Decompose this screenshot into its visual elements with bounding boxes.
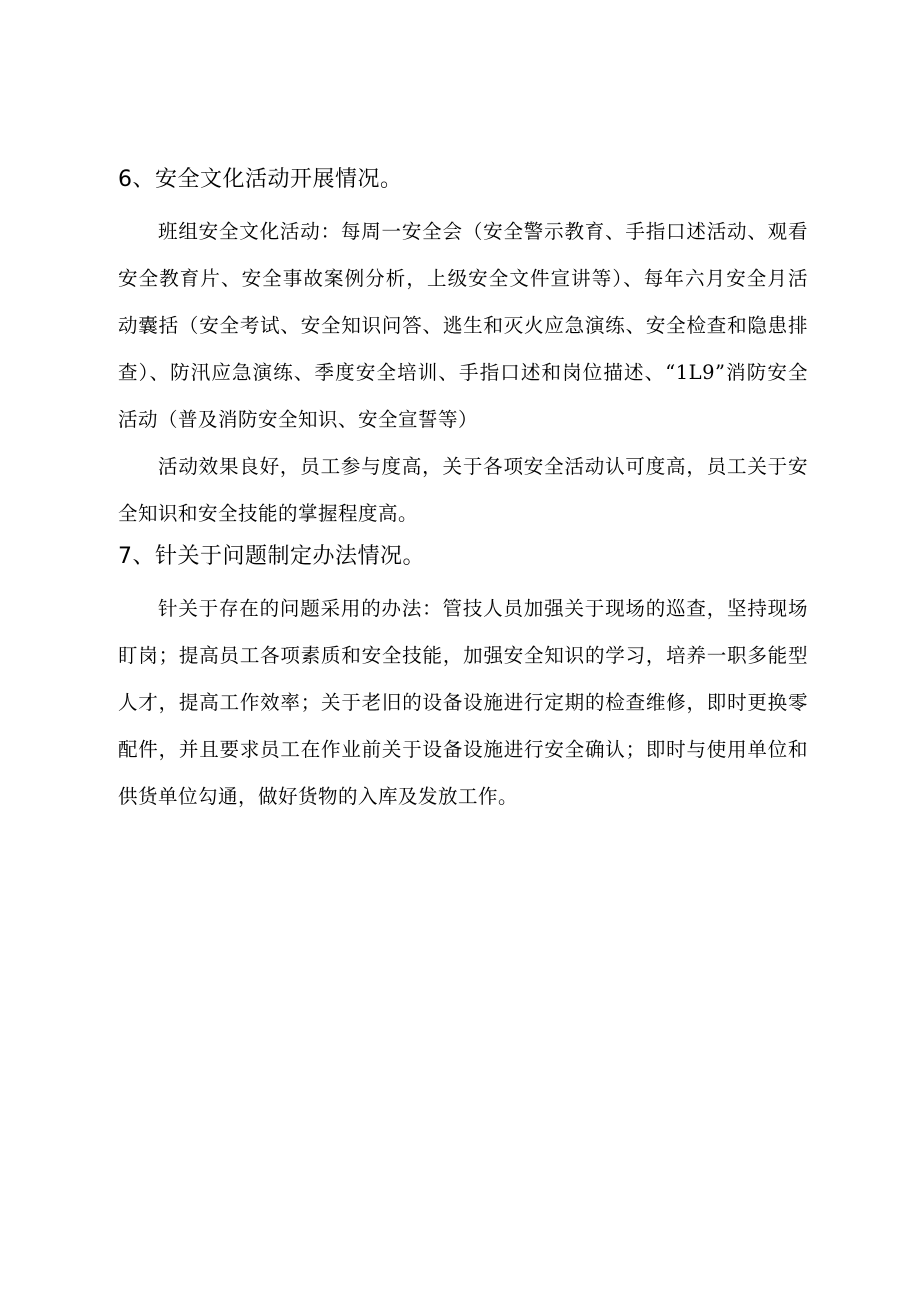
spacer bbox=[118, 200, 808, 208]
document-body bbox=[118, 160, 808, 820]
section-7-heading: 7、针关于问题制定办法情况。 bbox=[118, 544, 425, 569]
section-6-paragraph-activities: 班组安全文化活动：每周一安全会（安全警示教育、手指口述活动、观看安全教育片、安全事故案例分析，上级安全文件宣讲等）、每年六月安全月活动囊括（安全考试、安全知识问答、逃生和灭火应急演练、安全检查和隐患排查）、防汛应急演练、季度安全培训、手指口述和岗位描述、“1L9”消防安全活动（普及消防安全知识、安全宣誓等） bbox=[118, 220, 808, 431]
spacer bbox=[118, 577, 808, 585]
section-7-paragraph-measures: 针关于存在的问题采用的办法：管技人员加强关于现场的巡查，坚持现场盯岗；提高员工各项素质和安全技能，加强安全知识的学习，培养一职多能型人才，提高工作效率；关于老旧的设备设施进行定期的检查维修，即时更换零配件，并且要求员工在作业前关于设备设施进行安全确认；即时与使用单位和供货单位勾通，做好货物的入库及发放工作。 bbox=[118, 597, 808, 808]
section-6-paragraph-effect: 活动效果良好，员工参与度高，关于各项安全活动认可度高，员工关于安全知识和安全技能的掌握程度高。 bbox=[118, 455, 808, 525]
section-6-heading: 6、安全文化活动开展情况。 bbox=[118, 167, 403, 192]
